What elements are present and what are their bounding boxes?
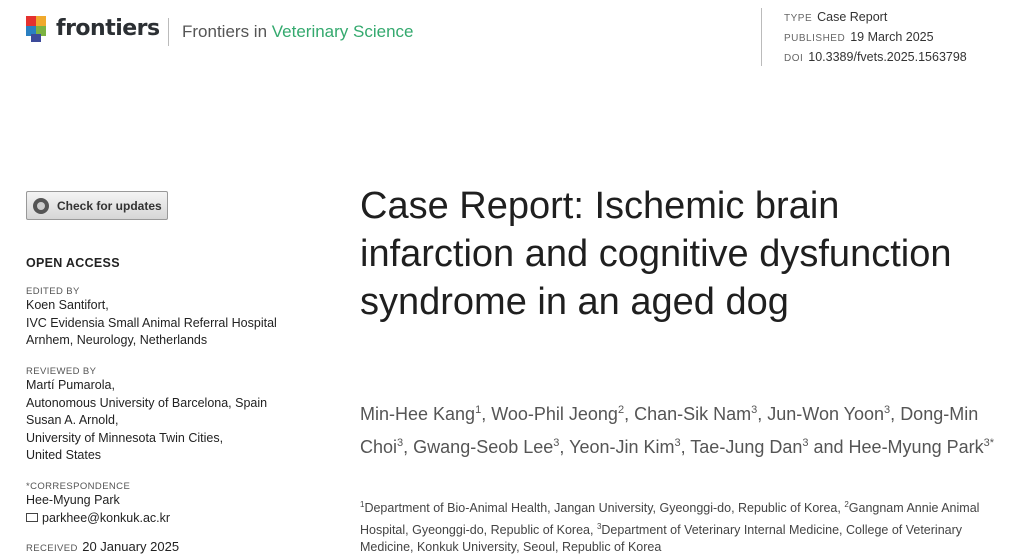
reviewer-line: United States: [26, 448, 102, 462]
author-affiliation-marker: 1: [475, 404, 482, 416]
crossmark-icon: [33, 198, 49, 214]
author-affiliation-marker: 3*: [983, 437, 995, 449]
journal-prefix: Frontiers in: [182, 22, 272, 41]
meta-published-key: PUBLISHED: [784, 33, 846, 44]
author-affiliation-marker: 3: [884, 404, 891, 416]
check-for-updates-label: Check for updates: [57, 198, 162, 213]
reviewer-line: Autonomous University of Barcelona, Spain: [26, 395, 268, 410]
author-affiliation-marker: 3: [751, 404, 758, 416]
affiliation-text: Gangnam Annie Animal Hospital, Gyeonggi-do, Republic of Korea,: [360, 501, 980, 537]
edited-by-section: [26, 286, 277, 350]
reviewer-line: Susan A. Arnold,: [26, 413, 119, 427]
article-meta: [761, 8, 967, 66]
author-name[interactable]: Jun-Won Yoon: [767, 404, 885, 424]
affiliation-text: Department of Bio-Animal Health, Jangan University, Gyeonggi-do, Republic of Korea,: [364, 501, 845, 516]
meta-type-key: TYPE: [784, 13, 813, 24]
edited-by-label: EDITED BY: [26, 286, 80, 297]
author-list: Min-Hee Kang$^1$, Woo-Phil Jeong$^2$, Chan-Sik Nam$^3$, Jun-Won Yoon$^3$, Dong-Min Choi$^3$, Gwang-Seob Lee$^3$, Yeon-Jin Kim$^3$, Tae-Jung Dan$^3$ and Hee-Myung Park$^{3*}$: [360, 404, 995, 457]
received-row: [26, 538, 179, 556]
journal-name: Veterinary Science: [271, 22, 414, 41]
header-divider: [168, 18, 169, 46]
article-title: Case Report: Ischemic brain infarction and cognitive dysfunction syndrome in an aged dog: [360, 185, 952, 323]
author-affiliation-marker: 3: [674, 437, 681, 449]
meta-published-value: 19 March 2025: [850, 30, 934, 44]
reviewed-by-label: REVIEWED BY: [26, 366, 97, 377]
correspondence-email-row: [26, 510, 170, 528]
frontiers-logo-icon: [26, 14, 50, 42]
editor-line: Koen Santifort,: [26, 298, 109, 312]
open-access-label: OPEN ACCESS: [26, 256, 120, 270]
affiliation-list: [360, 496, 1000, 557]
reviewer-line: Martí Pumarola,: [26, 378, 115, 392]
meta-type-value: Case Report: [817, 10, 888, 24]
correspondence-email-link[interactable]: parkhee@konkuk.ac.kr: [42, 510, 171, 525]
author-name[interactable]: Gwang-Seob Lee: [413, 437, 554, 457]
editor-line: Arnhem, Neurology, Netherlands: [26, 333, 208, 347]
frontiers-logo[interactable]: [26, 14, 160, 42]
affiliation-text: Department of Veterinary Internal Medicine, College of Veterinary Medicine, Konkuk University, Seoul, Republic of Korea: [360, 522, 963, 555]
author-affiliation-marker: 3: [553, 437, 560, 449]
reviewed-by-section: [26, 366, 267, 465]
affiliation-marker: 1: [360, 500, 365, 509]
journal-title[interactable]: [182, 22, 414, 42]
meta-doi-key: DOI: [784, 53, 804, 64]
author-name[interactable]: Hee-Myung Park: [848, 437, 984, 457]
email-icon: [26, 513, 38, 522]
author-affiliation-marker: 2: [617, 404, 625, 416]
author-name[interactable]: Chan-Sik Nam: [634, 404, 752, 424]
meta-doi-link[interactable]: 10.3389/fvets.2025.1563798: [808, 50, 967, 64]
affiliation-marker: 2: [844, 500, 849, 509]
editor-line: IVC Evidensia Small Animal Referral Hospital: [26, 315, 277, 330]
author-name[interactable]: Yeon-Jin Kim: [569, 437, 675, 457]
correspondence-name: Hee-Myung Park: [26, 493, 120, 507]
author-affiliation-marker: 3: [802, 437, 809, 449]
author-affiliation-marker: 3: [397, 437, 404, 449]
received-value: 20 January 2025: [82, 539, 180, 554]
correspondence-section: [26, 481, 170, 527]
received-label: RECEIVED: [26, 543, 78, 554]
affiliation-marker: 3: [596, 521, 602, 531]
author-name[interactable]: Dong-Min Choi: [360, 404, 979, 457]
brand-name: frontiers: [56, 15, 160, 41]
meta-type: [784, 8, 967, 28]
author-name[interactable]: Min-Hee Kang: [360, 404, 476, 424]
check-for-updates-button[interactable]: [26, 191, 168, 220]
reviewer-line: University of Minnesota Twin Cities,: [26, 430, 224, 445]
meta-published: [784, 28, 967, 48]
author-name[interactable]: Woo-Phil Jeong: [491, 404, 618, 424]
meta-doi: [784, 48, 967, 68]
correspondence-label: *CORRESPONDENCE: [26, 481, 131, 492]
author-name[interactable]: Tae-Jung Dan: [690, 437, 803, 457]
